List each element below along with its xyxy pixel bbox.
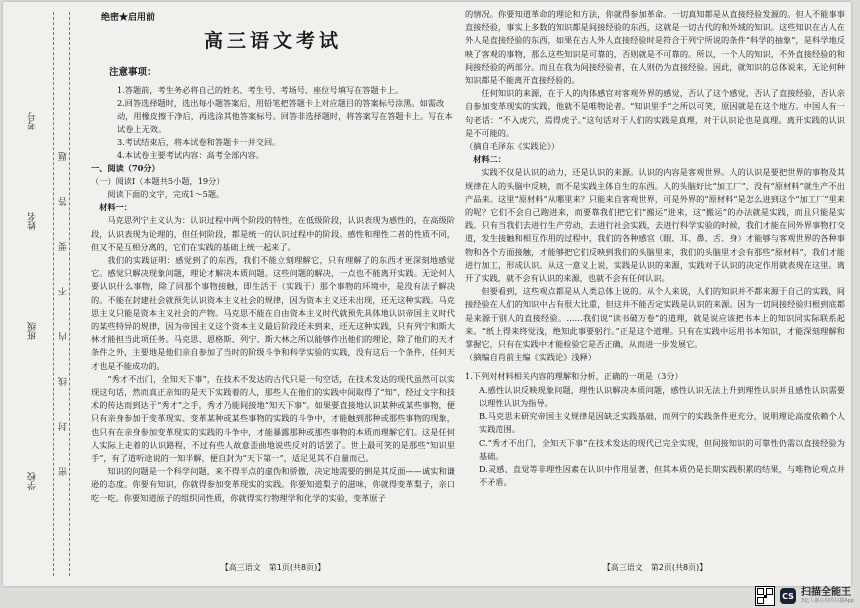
material-1-heading: 材料一：	[99, 202, 132, 213]
qr-code-icon	[755, 586, 775, 606]
scanner-text	[801, 587, 854, 605]
field-xingming-label: 姓名	[27, 212, 38, 230]
source-citation: （摘自毛泽东《实践论》）	[465, 141, 560, 152]
scanner-badge	[755, 586, 854, 606]
seal-word: 题	[59, 152, 69, 161]
passage-paragraph: 但要看到，这些观点都是从人类总体上说的。从个人来说，人们的知识并不都来源于自己的实践，间接经验在人们的知识中占有很大比重，但这并不能否定实践是认识的来源。因为一切间接经验归根到底都是来源于别人的直接经验。……我们说“读书破万卷”的道理，就是说应该把书本上的知识同实际联系起来。“纸上得来终觉浅，绝知此事要躬行。”正是这个道理。只有在实践中运用书本知识，才能深刻理解和掌握它，只有在实践中才能检验它是否正确，从而进一步发展它。	[465, 286, 845, 350]
scanner-tagline: 3亿人都在用的扫描App	[801, 598, 854, 604]
notes-heading: 注意事项：	[109, 67, 157, 79]
field-kaohao	[17, 112, 47, 130]
exam-sheet	[3, 2, 851, 586]
note-item: 2.回答选择题时，选出每小题答案后，用铅笔把答题卡上对应题目的答案标号涂黑。如需改动，用橡皮擦干净后，再选涂其他答案标号。回答非选择题时，将答案写在答题卡上。写在本试卷上无效。	[117, 97, 453, 134]
passage-paragraph: “秀才不出门，全知天下事”，在技术不发达的古代只是一句空话，在技术发达的现代虽然可以实现这句话，然而真正亲知的是天下实践着的人，那些人在他们的实践中间取得了“知”，经过文字和技术的传达而到达于“秀才”之手，秀才乃能间接地“知天下事”。如果要直接地认识某种或某些事物，便只有亲身参加于变革现实、变革某种或某些事物的实践的斗争中，才能触到那种或那些事物的现象，也只有在亲身参加变革现实的实践的斗争中，才能暴露那种或那些事物的本质而理解它们。这是任何人实际上走着的认识路程，不过有些人故意歪曲地说些反对的话罢了。世上最可笑的是那些“知识里手”，有了道听途说的一知半解，便自封为“天下第一”，适足见其不自量而已。	[91, 373, 455, 464]
note-item: 1.答题前，考生务必将自己的姓名、考生号、考场号、座位号填写在答题卡上。	[117, 84, 404, 95]
passage-paragraph: 知识的问题是一个科学问题，来不得半点的虚伪和骄傲，决定地需要的倒是其反面——诚实和谦逊的态度。你要有知识，你就得参加变革现实的实践。你要知道梨子的滋味，你就得变革梨子，亲口吃一吃。你要知道原子的组织同性质，你就得实行物理学和化学的实验，变革原子	[91, 466, 455, 503]
seal-word: 答	[59, 197, 69, 206]
note-item: 4.本试卷主要考试内容：高考全部内容。	[117, 149, 264, 160]
source-citation: （摘编自肖前主编《实践论》浅释）	[465, 352, 597, 363]
page-footer: 【高三语文 第2页(共8页)】	[465, 561, 845, 574]
passage-paragraph: 任何知识的来源，在于人的肉体感官对客观外界的感觉，否认了这个感觉，否认了直接经验，否认亲自参加变革现实的实践，他就不是唯物论者。“知识里手”之所以可笑，原因就是在这个地方。中国人有一句老话：“不入虎穴，焉得虎子。”这句话对于人们的实践是真理，对于认识论也是真理。离开实践的认识是不可能的。	[465, 88, 845, 138]
field-xuexiao	[17, 472, 47, 490]
field-xingming	[17, 212, 47, 230]
seal-word: 密	[59, 467, 69, 476]
binding-strip	[3, 2, 81, 586]
option-b: B.马克思未研究帝国主义规律是因缺乏实践基础，而列宁的实践条件更充分，说明理论高度依赖个人实践范围。	[479, 411, 845, 435]
passage-paragraph: 实践不仅是认识的动力，还是认识的来源。认识的内容是客观世界。人的认识是要把世界的事物及其规律在人的头脑中反映，而不是实践主体自生的东西。人的头脑好比“加工厂”，没有“原材料”就生产不出产品来。这里“原材料”从哪里来？只能来自客观世界，可是外界的“原材料”是怎么进到这个“加工厂”里来的呢？它们不会自己跑进来，而要靠我们把它们“搬运”进来，这“搬运”的办法就是实践，而且只能是实践。只有当我们去进行生产劳动，去进行社会实践，去进行科学实验的时候，我们才能在同外界事物打交道，发生接触和相互作用的过程中，我们的各种感官（眼、耳、鼻、舌、身）才能够与客观世界的各种事物和各个方面接触，才能够把它们反映到我们的头脑里来，我们的头脑里才会有那些“原材料”，我们才能进行加工，形成认识。从这一意义上说，实践是认识的来源，实践对于认识的决定作用就表现在这里。离开了实践，就不会有认识的来源，也就不会有任何认识。	[465, 167, 845, 284]
section-heading: 一、阅读（70分）	[91, 162, 160, 173]
page-2	[465, 8, 845, 576]
field-kaohao-label: 考号	[27, 112, 38, 130]
field-xuexiao-label: 学校	[27, 472, 38, 490]
option-c: C.“秀才不出门，全知天下事”在技术发达的现代已完全实现，但间接知识的可靠性仍需以直接经验为基础。	[479, 437, 845, 461]
field-banji	[17, 322, 47, 340]
seal-line-outer	[53, 12, 54, 576]
option-a: A.感性认识反映现象问题，理性认识解决本质问题，感性认识无法上升到理性认识并且感性认识需要以理性认识为指导。	[479, 384, 845, 408]
question-1: 1.下列对材料相关内容的理解和分析，正确的一项是（3分）	[465, 371, 683, 382]
seal-word: 封	[59, 422, 69, 431]
seal-word: 线	[59, 377, 69, 386]
material-2-heading: 材料二：	[473, 154, 506, 165]
field-banji-label: 班级	[27, 322, 38, 340]
seal-word: 不	[59, 287, 69, 296]
passage-paragraph: 马克思列宁主义认为：认识过程中两个阶段的特性，在低级阶段，认识表现为感性的，在高级阶段，认识表现为论理的，但任何阶段，都是统一的认识过程中的阶段。感性和理性二者的性质不同，但又不是互相分离的，它们在实践的基础上统一起来了。	[91, 215, 455, 252]
seal-word: 要	[59, 242, 69, 251]
confidential-mark: 绝密★启用前	[101, 13, 156, 23]
notes-list	[117, 84, 455, 162]
passage-paragraph: 我们的实践证明：感觉到了的东西，我们不能立刻理解它，只有理解了的东西才更深刻地感觉它。感觉只解决现象问题，理论才解决本质问题。这些问题的解决，一点也不能离开实践。无论何人要认识什么事物，除了同那个事物接触，即生活于（实践于）那个事物的环境中，是没有法子解决的。不能在封建社会就预先认识资本主义社会的规律，因为资本主义还未出现，还无这种实践。马克思主义只能是资本主义社会的产物。马克思不能在自由资本主义时代就预先具体地认识帝国主义时代的某些特异的规律，因为帝国主义这个资本主义最后阶段还未到来，还无这种实践，只有列宁和斯大林才能担当此项任务。马克思、恩格斯、列宁、斯大林之所以能够作出他们的理论，除了他们的天才条件之外，主要地是他们亲自参加了当时的阶级斗争和科学实验的实践，没有这后一个条件，任何天才也是不能成功的。	[91, 255, 455, 371]
camscanner-logo-icon: CS	[780, 588, 796, 604]
passage-paragraph: 的情况。你要知道革命的理论和方法，你就得参加革命。一切真知都是从直接经验发源的。但人不能事事直接经验，事实上多数的知识都是间接经验的东西，这就是一切古代的和外域的知识。这些知识在古人在外人是直接经验的东西，如果在古人外人直接经验时是符合于列宁所说的条件“科学的抽象”，是科学地反映了客观的事物，那么这些知识是可靠的，否则就是不可靠的。所以，一个人的知识，不外直接经验的和间接经验的两部分。而且在我为间接经验者，在人则仍为直接经验。因此，就知识的总体说来，无论何种知识都是不能离开直接经验的。	[465, 9, 845, 86]
instruction-text: 阅读下面的文字，完成1～5题。	[107, 189, 225, 200]
scanner-app-name: 扫描全能王	[801, 587, 852, 598]
exam-title: 高三语文考试	[203, 30, 342, 53]
page-footer: 【高三语文 第1页(共8页)】	[91, 561, 455, 574]
subsection-heading: （一）阅读Ⅰ（本题共5小题，19分）	[91, 175, 225, 186]
seal-word: 内	[59, 332, 69, 341]
page-1	[91, 8, 455, 576]
option-d: D.灵感、直觉等非理性因素在认识中作用显著，但其本质仍是长期实践积累的结果，与唯物论观点并不矛盾。	[479, 463, 845, 488]
note-item: 3.考试结束后，将本试卷和答题卡一并交回。	[117, 136, 281, 147]
